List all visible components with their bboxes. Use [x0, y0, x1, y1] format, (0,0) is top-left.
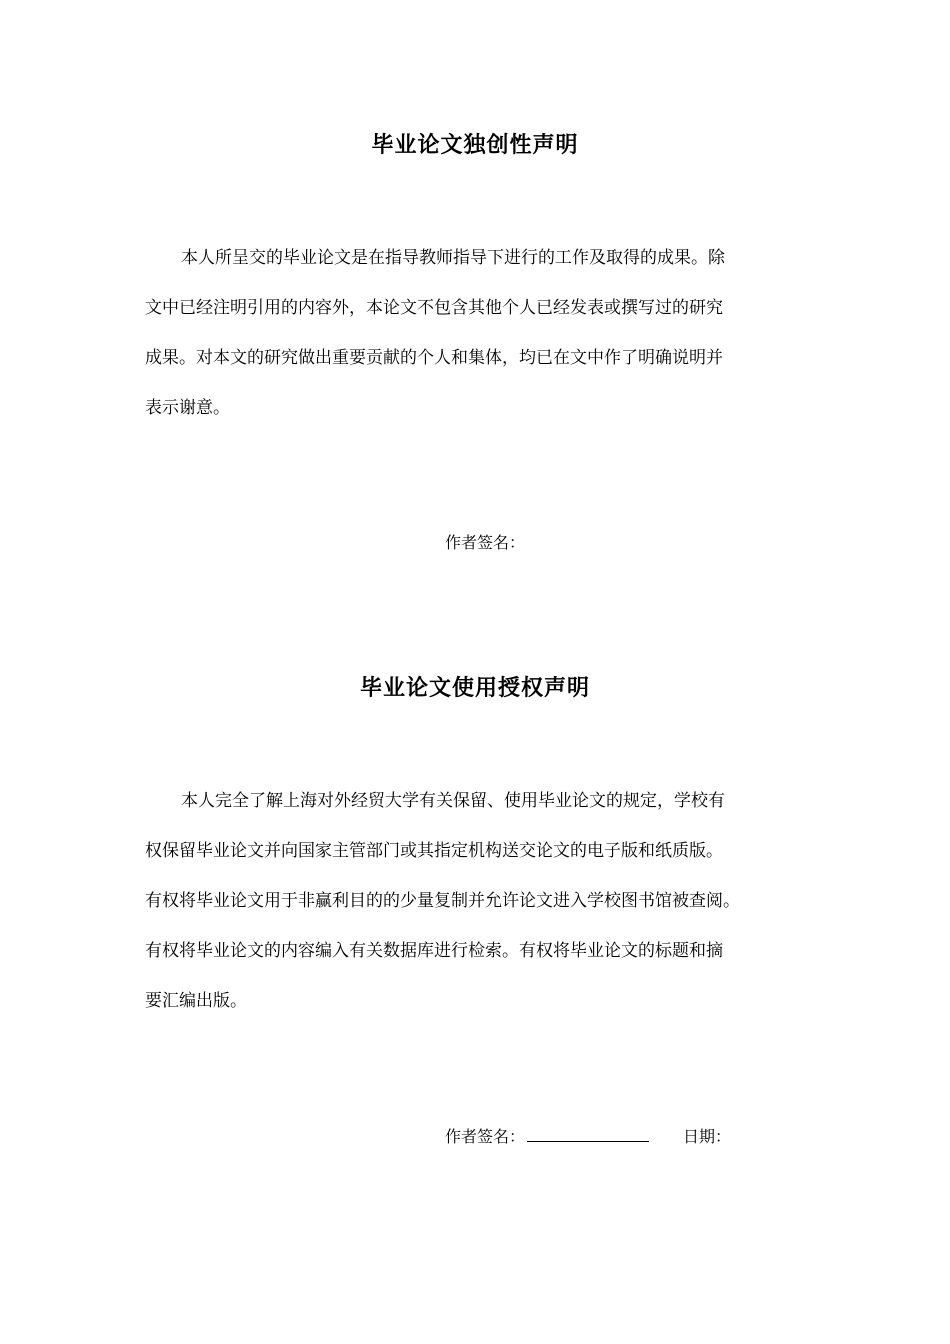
authorization-signature-row — [445, 1124, 649, 1147]
authorization-line-4: 有权将毕业论文的内容编入有关数据库进行检索。有权将毕业论文的标题和摘 — [145, 941, 723, 961]
authorization-signature-label: 作者签名： — [445, 1127, 526, 1146]
authorization-title: 毕业论文使用授权声明 — [359, 676, 590, 701]
authorization-line-3: 有权将毕业论文用于非赢利目的的少量复制并允许论文进入学校图书馆被查阅。 — [145, 891, 740, 911]
authorization-line-2: 权保留毕业论文并向国家主管部门或其指定机构送交论文的电子版和纸质版。 — [145, 841, 723, 861]
originality-line-4: 表示谢意。 — [145, 398, 230, 418]
signature-underline[interactable] — [527, 1125, 649, 1142]
originality-title: 毕业论文独创性声明 — [371, 133, 579, 158]
authorization-paragraph — [145, 776, 815, 1026]
authorization-date-label: 日期： — [683, 1127, 732, 1146]
authorization-line-5: 要汇编出版。 — [145, 991, 247, 1011]
originality-paragraph — [145, 233, 815, 433]
originality-line-1: 本人所呈交的毕业论文是在指导教师指导下进行的工作及取得的成果。除 — [181, 248, 725, 268]
authorization-line-1: 本人完全了解上海对外经贸大学有关保留、使用毕业论文的规定，学校有 — [181, 791, 725, 811]
originality-line-2: 文中已经注明引用的内容外，本论文不包含其他个人已经发表或撰写过的研究 — [145, 298, 723, 318]
originality-signature-label: 作者签名： — [445, 533, 526, 552]
originality-line-3: 成果。对本文的研究做出重要贡献的个人和集体，均已在文中作了明确说明并 — [145, 348, 723, 368]
